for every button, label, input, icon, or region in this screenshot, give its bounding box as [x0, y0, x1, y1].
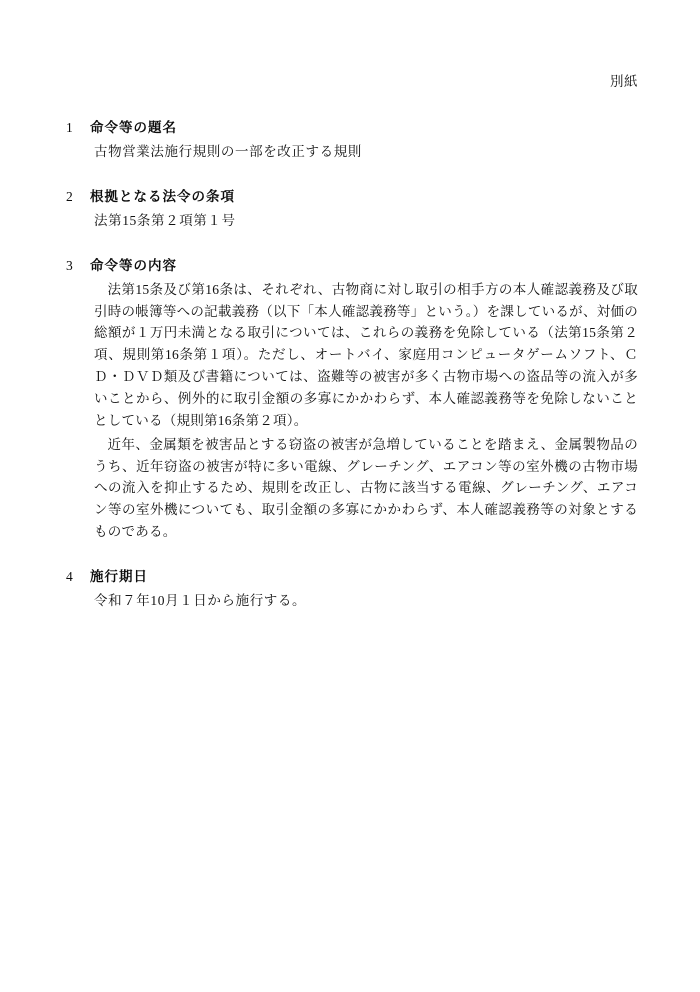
section-3-heading — [62, 254, 638, 274]
section-2-number: 2 — [66, 188, 74, 204]
section-4-paragraph-1: 令和７年10月１日から施行する。 — [94, 593, 307, 609]
section-3 — [62, 254, 638, 543]
section-1-heading — [62, 116, 638, 136]
section-1-body — [62, 141, 638, 163]
section-4-heading — [62, 565, 638, 585]
section-2-heading — [62, 185, 638, 205]
section-3-number: 3 — [66, 257, 74, 273]
section-4-body — [62, 590, 638, 612]
section-3-title: 命令等の内容 — [90, 257, 177, 273]
section-3-paragraph-1: 法第15条及び第16条は、それぞれ、古物商に対し取引の相手方の本人確認義務及び取引時の帳簿等への記載義務（以下「本人確認義務等」という。）を課しているが、対価の総額が１万円未満となる取引については、これらの義務を免除している（法第15条第２項、規則第16条第１項）。ただし、オートバイ、家庭用コンピュータゲームソフト、ＣＤ・ＤＶＤ類及び書籍については、盗難等の被害が多く古物市場への盗品等の流入が多いことから、例外的に取引金額の多寡にかかわらず、本人確認義務等を免除しないこととしている（規則第16条第２項）。 — [94, 281, 638, 428]
section-2-paragraph-1: 法第15条第２項第１号 — [94, 212, 236, 228]
section-1-title: 命令等の題名 — [90, 120, 177, 135]
section-3-paragraph-2: 近年、金属類を被害品とする窃盗の被害が急増していることを踏まえ、金属製物品のうち、近年窃盗の被害が特に多い電線、グレーチング、エアコン等の室外機の古物市場への流入を抑止するため、規則を改正し、古物に該当する電線、グレーチング、エアコン等の室外機についても、取引金額の多寡にかかわらず、本人確認義務等の対象とするものである。 — [94, 436, 638, 540]
section-4-number: 4 — [66, 569, 74, 585]
attachment-label: 別紙 — [610, 74, 638, 89]
section-4 — [62, 565, 638, 612]
section-1 — [62, 116, 638, 163]
section-2 — [62, 185, 638, 232]
section-4-title: 施行期日 — [90, 569, 148, 585]
section-1-paragraph-1: 古物営業法施行規則の一部を改正する規則 — [94, 144, 362, 159]
section-2-title: 根拠となる法令の条項 — [90, 188, 235, 204]
section-3-body — [62, 279, 638, 543]
section-2-body — [62, 210, 638, 232]
section-1-number: 1 — [66, 120, 74, 135]
